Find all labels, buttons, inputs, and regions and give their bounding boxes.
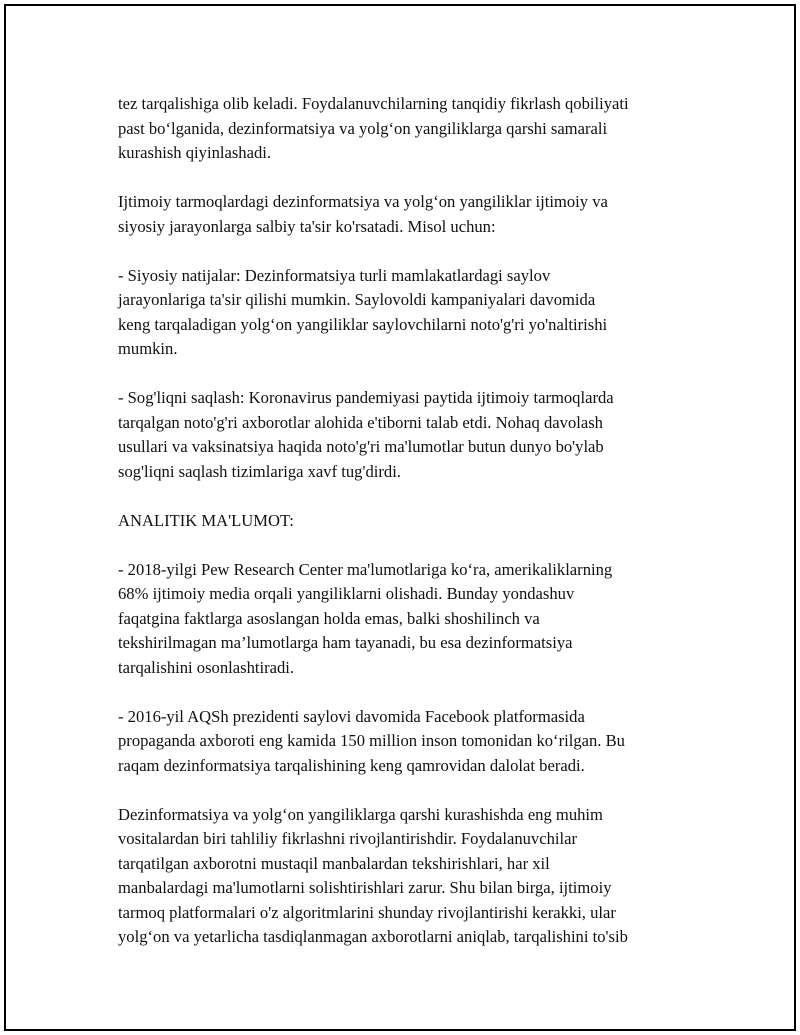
text-line: faqatgina faktlarga asoslangan holda emas, balki shoshilinch va bbox=[118, 608, 540, 628]
section-heading bbox=[118, 509, 698, 534]
text-line: jarayonlariga ta'sir qilishi mumkin. Saylovoldi kampaniyalari davomida bbox=[118, 290, 596, 309]
paragraph bbox=[118, 190, 698, 239]
text-line: yolg‘on va yetarlicha tasdiqlanmagan axborotlarni aniqlab, tarqalishini to'sib bbox=[118, 927, 628, 946]
text-line: tarqatilgan axborotni mustaqil manbalardan tekshirishlari, har xil bbox=[118, 853, 550, 873]
text-line: - Siyosiy natijalar: Dezinformatsiya turli mamlakatlardagi saylov bbox=[118, 265, 551, 285]
text-line: ANALITIK MA'LUMOT: bbox=[118, 510, 294, 530]
text-line: - 2018-yilgi Pew Research Center ma'lumotlariga ko‘ra, amerikaliklarning bbox=[118, 559, 613, 579]
document-body bbox=[118, 92, 698, 974]
text-line: Dezinformatsiya va yolg‘on yangiliklarga qarshi kurashishda eng muhim bbox=[118, 804, 603, 824]
text-line: tarmoq platformalari o'z algoritmlarini shunday rivojlantirishi kerakki, ular bbox=[118, 902, 616, 922]
paragraph bbox=[118, 705, 698, 779]
paragraph bbox=[118, 803, 698, 950]
text-line: raqam dezinformatsiya tarqalishining keng qamrovidan dalolat beradi. bbox=[118, 755, 585, 775]
text-line: propaganda axboroti eng kamida 150 million inson tomonidan ko‘rilgan. Bu bbox=[118, 731, 625, 750]
text-line: siyosiy jarayonlarga salbiy ta'sir ko'rsatadi. Misol uchun: bbox=[118, 216, 496, 236]
text-line: tez tarqalishiga olib keladi. Foydalanuvchilarning tanqidiy fikrlash qobiliyati bbox=[118, 94, 629, 113]
text-line: tekshirilmagan ma’lumotlarga ham tayanadi, bu esa dezinformatsiya bbox=[118, 633, 573, 652]
text-line: mumkin. bbox=[118, 339, 178, 358]
text-line: keng tarqaladigan yolg‘on yangiliklar saylovchilarni noto'g'ri yo'naltirishi bbox=[118, 314, 608, 334]
text-line: past bo‘lganida, dezinformatsiya va yolg‘on yangiliklarga qarshi samarali bbox=[118, 118, 608, 138]
text-line: kurashish qiyinlashadi. bbox=[118, 143, 272, 162]
text-line: - 2016-yil AQSh prezidenti saylovi davomida Facebook platformasida bbox=[118, 706, 585, 726]
paragraph bbox=[118, 386, 698, 484]
text-line: usullari va vaksinatsiya haqida noto'g'ri ma'lumotlar butun dunyo bo'ylab bbox=[118, 437, 604, 456]
text-line: sog'liqni saqlash tizimlariga xavf tug'dirdi. bbox=[118, 461, 401, 481]
text-line: tarqalgan noto'g'ri axborotlar alohida e'tiborni talab etdi. Nohaq davolash bbox=[118, 412, 603, 432]
text-line: - Sog'liqni saqlash: Koronavirus pandemiyasi paytida ijtimoiy tarmoqlarda bbox=[118, 388, 614, 407]
text-line: Ijtimoiy tarmoqlardagi dezinformatsiya va yolg‘on yangiliklar ijtimoiy va bbox=[118, 192, 608, 211]
text-line: manbalardagi ma'lumotlarni solishtirishlari zarur. Shu bilan birga, ijtimoiy bbox=[118, 878, 612, 897]
text-line: tarqalishini osonlashtiradi. bbox=[118, 657, 295, 677]
text-line: vositalardan biri tahliliy fikrlashni rivojlantirishdir. Foydalanuvchilar bbox=[118, 829, 578, 848]
paragraph bbox=[118, 264, 698, 362]
paragraph bbox=[118, 558, 698, 681]
paragraph bbox=[118, 92, 698, 166]
text-line: 68% ijtimoiy media orqali yangiliklarni olishadi. Bunday yondashuv bbox=[118, 584, 575, 603]
